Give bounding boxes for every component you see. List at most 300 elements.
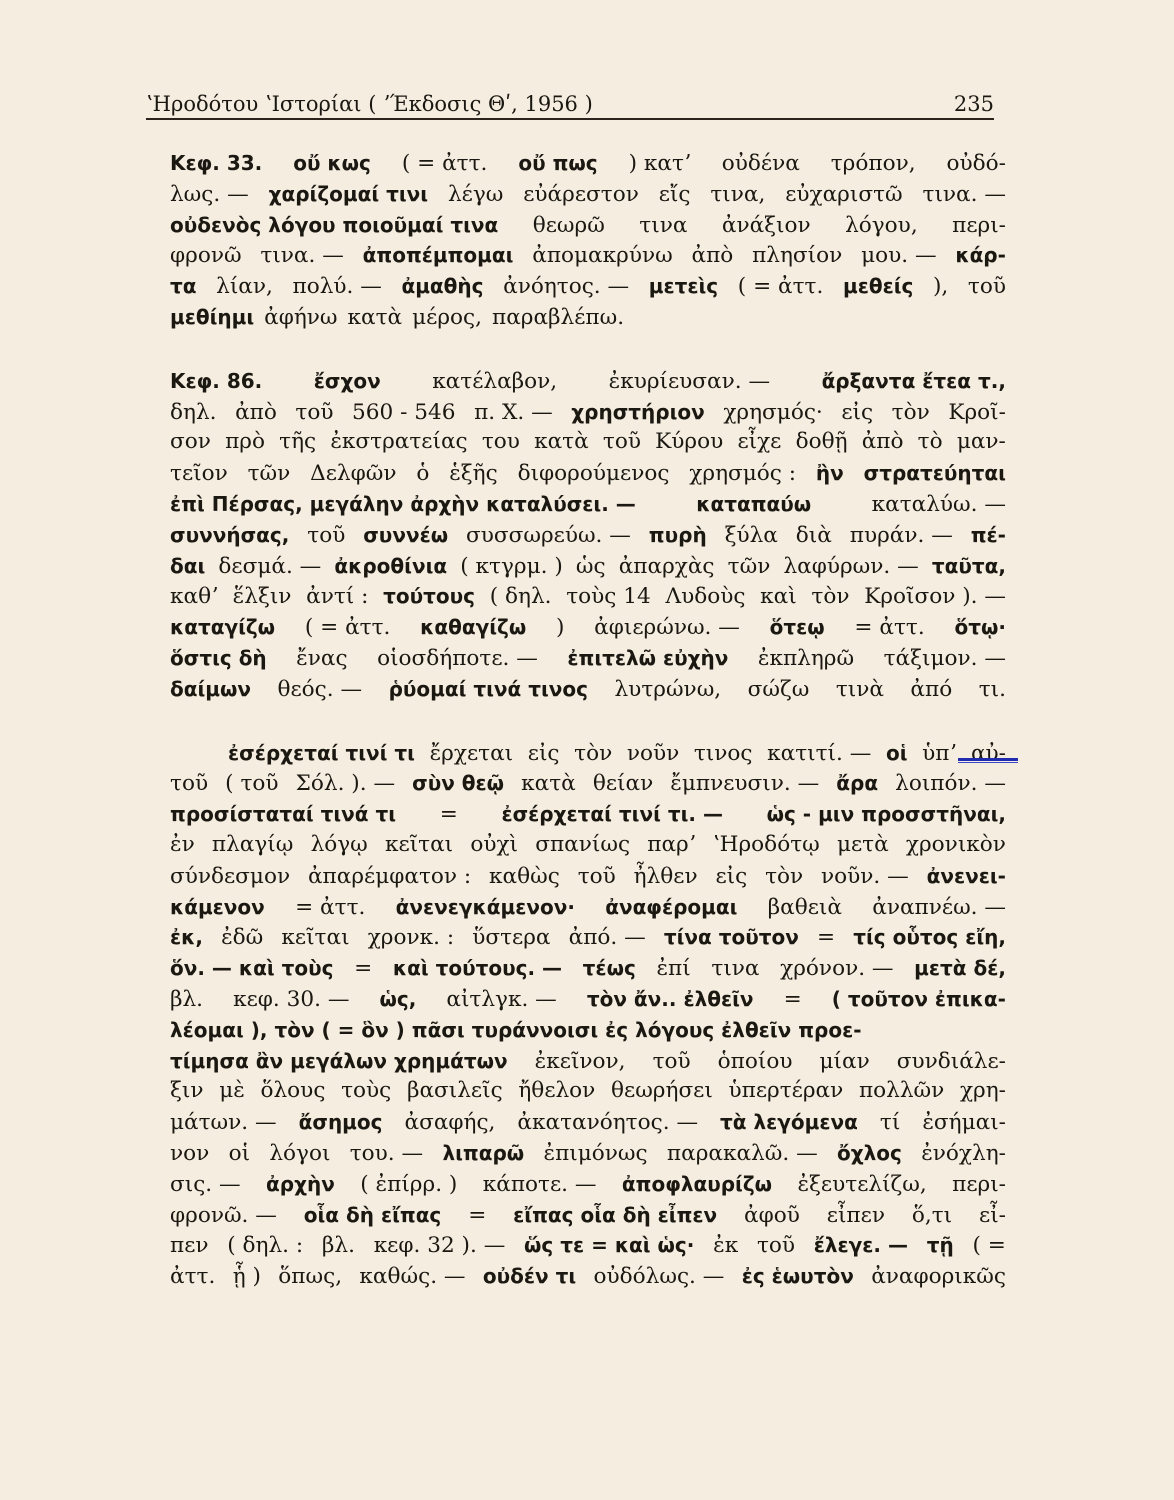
- text-line: [170, 1107, 1006, 1138]
- gloss-word: τοῦ: [652, 1048, 691, 1074]
- gloss-word: ἑξῆς: [449, 461, 498, 487]
- gloss-word: ἀττ.: [170, 1264, 216, 1290]
- gloss-word: σύνδεσμον: [170, 863, 291, 889]
- gloss-word: περι-: [952, 212, 1006, 238]
- lemma: ἐς ἑωυτὸν: [741, 1264, 854, 1289]
- gloss-word: κατιτί. —: [767, 740, 872, 766]
- gloss-word: τινὰ: [835, 676, 884, 702]
- lemma: ὅν. — καὶ τοὺς: [170, 956, 334, 981]
- gloss-word: ἀπό: [910, 676, 953, 702]
- gloss-word: εἰς: [841, 399, 874, 425]
- gloss-word: ξιν: [170, 1078, 204, 1104]
- lemma: δαίμων: [170, 676, 251, 701]
- gloss-word: ( δηλ.: [489, 584, 552, 610]
- gloss-word: λόγου,: [845, 212, 918, 238]
- gloss-word: φρονῶ: [170, 243, 242, 269]
- lemma: οὔ κως: [293, 151, 371, 175]
- gloss-word: ( =: [972, 1233, 1006, 1259]
- gloss-word: Λυδοὺς: [665, 584, 746, 610]
- gloss-word: χρη-: [959, 1078, 1006, 1104]
- lemma: προσίσταταί τινά τι: [170, 802, 397, 827]
- gloss-word: παραβλέπω.: [492, 304, 625, 330]
- gloss-word: ): [555, 615, 565, 641]
- gloss-word: ἐσήμαι-: [922, 1110, 1006, 1136]
- text-line: [170, 1200, 1006, 1231]
- lemma: ἐπὶ Πέρσας, μεγάλην ἀρχὴν καταλύσει. —: [170, 491, 636, 516]
- gloss-word: τεῖον: [170, 461, 228, 487]
- text-line: [170, 1046, 1006, 1077]
- gloss-word: χρονκ. :: [367, 925, 455, 951]
- gloss-word: ἐνόχλη-: [921, 1140, 1006, 1166]
- gloss-word: θεωρῶ: [532, 212, 605, 238]
- gloss-word: βλ.: [321, 1233, 355, 1259]
- gloss-word: ἀπὸ: [861, 429, 904, 455]
- text-line: [170, 520, 1006, 551]
- gloss-word: μάτων. —: [170, 1110, 277, 1136]
- gloss-word: Κροῖ-: [948, 399, 1006, 425]
- gloss-word: τοῦ: [967, 274, 1006, 300]
- text-line: [170, 643, 1006, 674]
- gloss-word: εὐάρεστον: [523, 181, 639, 207]
- gloss-word: καὶ: [760, 584, 797, 610]
- text-line: [170, 1138, 1006, 1169]
- gloss-word: ὅλους: [260, 1078, 326, 1104]
- gloss-word: κεῖται: [384, 831, 454, 857]
- text-line: [170, 612, 1006, 643]
- gloss-word: ( = ἀττ.: [737, 274, 824, 300]
- gloss-word: του. —: [349, 1140, 424, 1166]
- gloss-word: ἕλξιν: [232, 584, 292, 610]
- lemma: λιπαρῶ: [442, 1140, 525, 1165]
- lemma: εἴπας οἷα δὴ εἶπεν: [513, 1202, 718, 1227]
- gloss-word: κατὰ: [534, 429, 589, 455]
- lemma: ἢν: [815, 461, 844, 486]
- text-line: [170, 674, 1006, 705]
- gloss-word: ξύλα: [724, 522, 778, 548]
- text-line: [170, 1076, 1006, 1107]
- gloss-word: διὰ: [795, 522, 832, 548]
- lemma: οἷα δὴ εἴπας: [303, 1202, 442, 1227]
- gloss-word: πυράν. —: [849, 522, 953, 548]
- gloss-word: ἤθελον: [518, 1078, 596, 1104]
- text-line: [170, 458, 1006, 489]
- gloss-word: =: [468, 1202, 487, 1228]
- gloss-word: ἀπομακρύνω: [532, 243, 673, 269]
- text-line: [170, 861, 1006, 892]
- gloss-word: τοῦ: [295, 399, 334, 425]
- gloss-word: καθʼ: [170, 584, 218, 610]
- gloss-word: τοῦ: [170, 771, 209, 797]
- gloss-word: ἐκ: [713, 1233, 739, 1259]
- gloss-word: οἱ: [228, 1140, 251, 1166]
- gloss-word: εἰς: [715, 863, 748, 889]
- gloss-word: ( ἐπίρρ. ): [360, 1171, 458, 1197]
- gloss-word: τὸν: [574, 740, 613, 766]
- lemma: τίμησα ἂν μεγάλων χρημάτων: [170, 1048, 508, 1073]
- gloss-word: πλαγίῳ: [211, 831, 294, 857]
- gloss-word: ἐπί: [656, 956, 691, 982]
- gloss-word: θεωρήσει: [611, 1078, 713, 1104]
- gloss-word: ἐκυρίευσαν. —: [608, 368, 771, 394]
- gloss-word: σον: [170, 429, 211, 455]
- gloss-word: μίαν: [819, 1048, 870, 1074]
- gloss-word: τὸν: [765, 863, 804, 889]
- gloss-word: ( δηλ. :: [227, 1233, 304, 1259]
- lemma: ἀκροθίνια: [334, 553, 448, 578]
- gloss-word: Κροῖσον ). —: [864, 584, 1006, 610]
- gloss-word: ἐδῶ: [221, 925, 264, 951]
- gloss-word: βαθειὰ: [767, 894, 842, 920]
- gloss-word: κάποτε. —: [482, 1171, 597, 1197]
- gloss-word: ἀκατανόητος. —: [517, 1110, 699, 1136]
- lemma: ὅτῳ·: [954, 615, 1006, 640]
- gloss-word: εἶπεν: [826, 1202, 885, 1228]
- gloss-word: εἴς: [658, 181, 691, 207]
- gloss-word: ἀπὸ: [691, 243, 734, 269]
- gloss-word: σώζω: [747, 676, 810, 702]
- running-title: ʽΗροδότου ʽΙστορίαι ( ʼΈκδοσις Θʹ, 1956 ): [146, 92, 593, 116]
- lemma: τῇ: [926, 1233, 954, 1258]
- gloss-word: τι.: [978, 676, 1006, 702]
- gloss-word: τὸ: [917, 429, 943, 455]
- text-line: [170, 240, 1006, 271]
- text-line: [170, 271, 1006, 302]
- lemma: οὐδενὸς λόγου ποιοῦμαί τινα: [170, 212, 499, 237]
- gloss-word: λαφύρων. —: [783, 553, 919, 579]
- gloss-word: ᾗ ): [232, 1264, 261, 1290]
- gloss-word: τινα,: [710, 181, 766, 207]
- text-line: [170, 1261, 1006, 1292]
- gloss-word: περι-: [952, 1171, 1006, 1197]
- gloss-word: ὑπερτέραν: [728, 1078, 844, 1104]
- text-line: [170, 427, 1006, 458]
- gloss-word: ἀντί :: [306, 584, 369, 610]
- gloss-word: δεσμά. —: [218, 553, 322, 579]
- gloss-word: ἀναπνέω. —: [872, 894, 1006, 920]
- text-line: [170, 830, 1006, 861]
- gloss-word: διφορούμενος: [517, 461, 670, 487]
- gloss-word: τοὺς 14: [566, 584, 651, 610]
- text-line: [170, 148, 1006, 179]
- gloss-word: βασιλεῖς: [406, 1078, 503, 1104]
- gloss-word: σις. —: [170, 1171, 241, 1197]
- gloss-word: κεφ. 32 ). —: [373, 1233, 506, 1259]
- gloss-word: λως. —: [170, 181, 249, 207]
- lemma: ὡς - μιν προσστῆναι,: [766, 802, 1006, 827]
- text-line: [170, 1169, 1006, 1200]
- text-line: [170, 922, 1006, 953]
- lemma: τὰ λεγόμενα: [720, 1110, 858, 1135]
- lemma: τα: [170, 274, 197, 299]
- text-line: [170, 953, 1006, 984]
- gloss-word: εἰς: [527, 740, 560, 766]
- gloss-word: πεν: [170, 1233, 209, 1259]
- gloss-word: ( = ἀττ.: [304, 615, 391, 641]
- lemma: ἀποπέμπομαι: [362, 243, 514, 268]
- paragraph: [170, 148, 1006, 333]
- gloss-word: ὕστερα: [472, 925, 551, 951]
- pen-underline-mark: [958, 758, 1018, 761]
- lemma: καὶ τούτους. —: [392, 956, 563, 981]
- lemma: τέως: [582, 956, 636, 981]
- gloss-word: λέγω: [447, 181, 504, 207]
- lemma: Κεφ. 33.: [170, 151, 263, 175]
- gloss-word: ἀναφορικῶς: [871, 1264, 1006, 1290]
- gloss-word: ἀνάξιον: [721, 212, 811, 238]
- gloss-word: κεῖται: [281, 925, 350, 951]
- gloss-word: τινος: [693, 740, 753, 766]
- lemma: πυρὴ: [648, 522, 707, 547]
- lemma: ἀρχὴν: [266, 1171, 335, 1196]
- gloss-word: δοθῇ: [795, 429, 848, 455]
- gloss-word: ἐκπληρῶ: [757, 645, 855, 671]
- gloss-word: συσσωρεύω. —: [465, 522, 631, 548]
- gloss-word: βλ.: [170, 986, 204, 1012]
- gloss-word: χρησμός·: [723, 399, 823, 425]
- gloss-word: μέρος,: [412, 304, 482, 330]
- gloss-word: τοῦ: [756, 1233, 796, 1259]
- lemma: ὅστις δὴ: [170, 645, 267, 670]
- lemma: ἀνενεγκάμενον·: [395, 894, 575, 919]
- paragraph: [170, 738, 1006, 1292]
- gloss-word: ἀπό. —: [568, 925, 646, 951]
- lemma: ἐπιτελῶ εὐχὴν: [567, 645, 729, 670]
- gloss-word: κατέλαβον,: [432, 368, 558, 394]
- lemma: ὅτεῳ: [769, 615, 825, 640]
- gloss-word: ὁ: [416, 461, 430, 487]
- gloss-word: ),: [933, 274, 949, 300]
- gloss-word: καθὼς: [489, 863, 560, 889]
- lemma: τίς οὗτος εἴη,: [853, 925, 1006, 950]
- text-line: [170, 397, 1006, 428]
- text-line: [170, 489, 1006, 520]
- gloss-word: συνδιάλε-: [896, 1048, 1006, 1074]
- text-line: [170, 302, 1006, 333]
- lemma: χαρίζομαί τινι: [268, 181, 429, 206]
- gloss-word: παρακαλῶ. —: [666, 1140, 818, 1166]
- lemma: ταῦτα,: [931, 553, 1006, 578]
- gloss-word: οὐδό-: [946, 151, 1006, 176]
- text-line: [170, 984, 1006, 1015]
- gloss-word: εἶχε: [737, 429, 782, 455]
- lemma: ῥύομαί τινά τινος: [388, 676, 589, 701]
- text-line: [170, 892, 1006, 923]
- gloss-word: λόγῳ: [310, 831, 368, 857]
- lemma: ἄρξαντα ἔτεα τ.,: [821, 368, 1006, 393]
- text-line: [170, 179, 1006, 210]
- gloss-word: οἱοσδήποτε. —: [377, 645, 538, 671]
- text-line: [170, 551, 1006, 582]
- gloss-word: μὲ: [219, 1078, 245, 1104]
- lemma: συννήσας,: [170, 522, 290, 547]
- gloss-word: χρησμός :: [689, 461, 797, 487]
- gloss-word: ἀπαρέμφατον :: [307, 863, 472, 889]
- lemma: ἀναφέρομαι: [605, 894, 738, 919]
- gloss-word: ( = ἀττ.: [401, 151, 488, 176]
- gloss-word: τάξιμον. —: [883, 645, 1006, 671]
- gloss-word: τὸν: [811, 584, 850, 610]
- gloss-word: μετὰ: [836, 831, 889, 857]
- lemma: καθαγίζω: [420, 615, 527, 640]
- gloss-word: ὡς: [575, 553, 606, 579]
- lemma: ἄρα: [836, 771, 879, 796]
- gloss-word: κατὰ: [521, 771, 576, 797]
- gloss-word: παρʼ: [647, 831, 696, 857]
- gloss-word: νον: [170, 1140, 210, 1166]
- gloss-word: κεφ. 30. —: [233, 986, 350, 1012]
- paragraph-gap: [170, 705, 1006, 738]
- gloss-word: ἐπιμόνως: [543, 1140, 648, 1166]
- gloss-word: Δελφῶν: [310, 461, 397, 487]
- pen-underline-mark-thin: [958, 762, 1018, 763]
- gloss-word: =: [817, 925, 836, 951]
- lemma: τούτους: [383, 584, 476, 609]
- gloss-word: ( κτγρμ. ): [460, 553, 563, 579]
- gloss-word: Κύρου: [655, 429, 724, 455]
- gloss-word: εἶ-: [979, 1202, 1006, 1228]
- gloss-word: τῶν: [727, 553, 771, 579]
- gloss-word: λυτρώνω,: [614, 676, 722, 702]
- gloss-word: ὁποίου: [717, 1048, 793, 1074]
- gloss-word: =: [439, 802, 458, 828]
- glossary-text: [170, 148, 1006, 1292]
- lemma: καταπαύω: [696, 491, 812, 516]
- text-line: [170, 799, 1006, 830]
- text-line: [170, 738, 1006, 769]
- lemma: ἄσημος: [298, 1110, 383, 1135]
- gloss-word: αὐ-: [970, 740, 1006, 766]
- gloss-word: ἔμπνευσιν. —: [670, 771, 820, 797]
- lemma: Κεφ. 86.: [170, 368, 263, 393]
- gloss-word: ὅ,τι: [911, 1202, 953, 1228]
- lemma: τὸν ἄν.. ἐλθεῖν: [586, 986, 754, 1011]
- gloss-word: πρὸ: [225, 429, 265, 455]
- gloss-word: τί: [879, 1110, 901, 1136]
- gloss-word: ἀφήνω: [264, 304, 338, 330]
- gloss-word: ἀφιερώνω. —: [594, 615, 740, 641]
- gloss-word: ʽΗροδότῳ: [712, 831, 820, 857]
- gloss-word: καταλύω. —: [871, 491, 1006, 517]
- gloss-word: ἀφοῦ: [744, 1202, 800, 1228]
- text-line: [170, 768, 1006, 799]
- header-rule: [146, 118, 994, 120]
- gloss-word: αἰτλγκ. —: [446, 986, 557, 1012]
- gloss-word: τινα: [639, 212, 688, 238]
- gloss-word: καθώς. —: [359, 1264, 466, 1290]
- lemma: οὔ πως: [518, 151, 598, 175]
- gloss-word: π. Χ. —: [474, 399, 553, 425]
- gloss-word: ἐξευτελίζω,: [797, 1171, 927, 1197]
- lemma: τίνα τοῦτον: [663, 925, 799, 950]
- gloss-word: = ἀττ.: [854, 615, 925, 641]
- gloss-word: ἀπὸ: [235, 399, 277, 425]
- gloss-word: Σόλ. ). —: [295, 771, 396, 797]
- lemma: ἔσχον: [313, 368, 381, 393]
- gloss-word: πολλῶν: [858, 1078, 945, 1104]
- gloss-word: χρόνον. —: [780, 956, 894, 982]
- lemma: κάρ-: [955, 243, 1006, 268]
- gloss-word: ἐν: [170, 831, 195, 857]
- gloss-word: ἐκεῖνον,: [534, 1048, 626, 1074]
- lemma: μεθείς: [843, 274, 914, 299]
- lemma: ὡς,: [379, 986, 417, 1011]
- lemma: ( τοῦτον ἐπικα-: [831, 986, 1006, 1011]
- text-line: [170, 581, 1006, 612]
- gloss-word: = ἀττ.: [295, 894, 366, 920]
- gloss-word: ἀσαφής,: [404, 1110, 496, 1136]
- gloss-word: ἦλθεν: [633, 863, 698, 889]
- lemma: ἀποφλαυρίζω: [621, 1171, 773, 1196]
- lemma: μετὰ δέ,: [914, 956, 1006, 981]
- lemma: δαι: [170, 553, 206, 578]
- gloss-word: τοὺς: [341, 1078, 392, 1104]
- gloss-word: πολύ. —: [292, 274, 382, 300]
- lemma: χρηστήριον: [571, 399, 705, 424]
- lemma: κάμενον: [170, 894, 265, 919]
- gloss-word: τινα: [711, 956, 760, 982]
- gloss-word: του: [481, 429, 520, 455]
- gloss-word: τὸν: [891, 399, 930, 425]
- lemma: ἀνενει-: [926, 863, 1006, 888]
- gloss-word: χρονικὸν: [905, 831, 1006, 857]
- lemma: λέομαι ), τὸν ( = ὃν ) πᾶσι τυράννοισι ἐς λόγους ἐλθεῖν προε-: [170, 1017, 862, 1042]
- gloss-word: ἔρχεται: [429, 740, 514, 766]
- gloss-word: τινα. —: [260, 243, 344, 269]
- lemma: οὐδέν τι: [482, 1264, 577, 1289]
- gloss-word: τρόπον,: [830, 151, 916, 176]
- gloss-word: 560 - 546: [352, 399, 456, 425]
- gloss-word: =: [783, 986, 802, 1012]
- gloss-word: ὅπως,: [278, 1264, 343, 1290]
- lemma: οἱ: [885, 740, 908, 765]
- text-line: [170, 1015, 1006, 1046]
- gloss-word: λίαν,: [216, 274, 273, 300]
- text-line: [170, 210, 1006, 241]
- lemma: καταγίζω: [170, 615, 276, 640]
- gloss-word: ἐκστρατείας: [330, 429, 468, 455]
- gloss-word: εὐχαριστῶ: [785, 181, 903, 207]
- gloss-word: νοῦν: [626, 740, 680, 766]
- gloss-word: λοιπόν. —: [895, 771, 1006, 797]
- gloss-word: σπανίως: [535, 831, 631, 857]
- lemma: μεθίημι: [170, 304, 255, 329]
- gloss-word: ( τοῦ: [225, 771, 279, 797]
- lemma: ἔλεγε. —: [813, 1233, 908, 1258]
- gloss-word: ὑπʼ: [922, 740, 957, 766]
- page-header: [146, 84, 994, 116]
- paragraph: [170, 366, 1006, 705]
- lemma: στρατεύηται: [863, 461, 1006, 486]
- gloss-word: ἔνας: [296, 645, 348, 671]
- lemma: ὄχλος: [836, 1140, 902, 1165]
- gloss-word: ἀπαρχὰς: [618, 553, 715, 579]
- lemma: ὥς τε = καὶ ὡς·: [524, 1233, 695, 1258]
- text-line: [170, 366, 1006, 397]
- gloss-word: κατὰ: [347, 304, 403, 330]
- gloss-word: θεός. —: [277, 676, 363, 702]
- gloss-word: τῶν: [247, 461, 291, 487]
- gloss-word: τοῦ: [577, 863, 616, 889]
- gloss-word: μαν-: [956, 429, 1006, 455]
- lemma: ἐσέρχεταί τινί τι: [228, 740, 415, 765]
- gloss-word: νοῦν. —: [821, 863, 909, 889]
- gloss-word: τοῦ: [602, 429, 641, 455]
- gloss-word: ἀνόητος. —: [503, 274, 630, 300]
- lemma: ἀμαθὴς: [401, 274, 484, 299]
- page-number: 235: [953, 92, 994, 116]
- paragraph-gap: [170, 333, 1006, 366]
- gloss-word: τινα. —: [922, 181, 1006, 207]
